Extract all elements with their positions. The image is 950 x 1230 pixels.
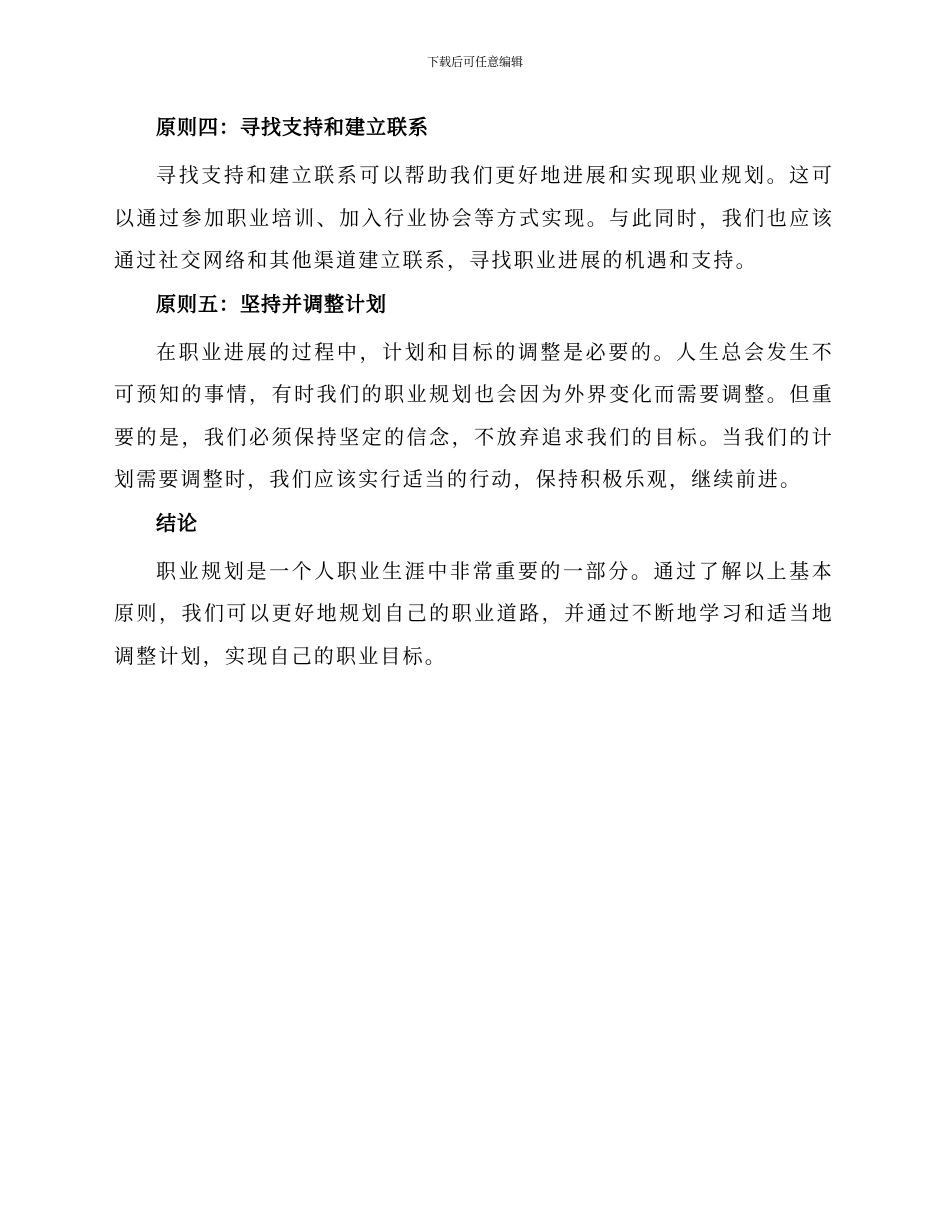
- section-heading: 原则四：寻找支持和建立联系: [156, 115, 429, 139]
- section-principle-four: [114, 111, 834, 282]
- section-principle-five: [114, 288, 834, 501]
- section-conclusion: [114, 507, 834, 678]
- section-heading: 结论: [156, 510, 198, 535]
- page-header-note: 下载后可任意编辑: [426, 55, 523, 69]
- section-paragraph: 在职业进展的过程中，计划和目标的调整是必要的。人生总会发生不可预知的事情，有时我们的职业规划也会因为外界变化而需要调整。但重要的是，我们必须保持坚定的信念，不放弃追求我们的目标。当我们的计划需要调整时，我们应该实行适当的行动，保持积极乐观，继续前进。: [114, 339, 834, 491]
- document-body: [114, 111, 834, 683]
- section-heading: 原则五：坚持并调整计划: [156, 291, 387, 316]
- section-paragraph: 职业规划是一个人职业生涯中非常重要的一部分。通过了解以上基本原则，我们可以更好地规划自己的职业道路，并通过不断地学习和适当地调整计划，实现自己的职业目标。: [114, 558, 834, 668]
- section-paragraph: 寻找支持和建立联系可以帮助我们更好地进展和实现职业规划。这可以通过参加职业培训、加入行业协会等方式实现。与此同时，我们也应该通过社交网络和其他渠道建立联系，寻找职业进展的机遇和支持。: [114, 163, 834, 272]
